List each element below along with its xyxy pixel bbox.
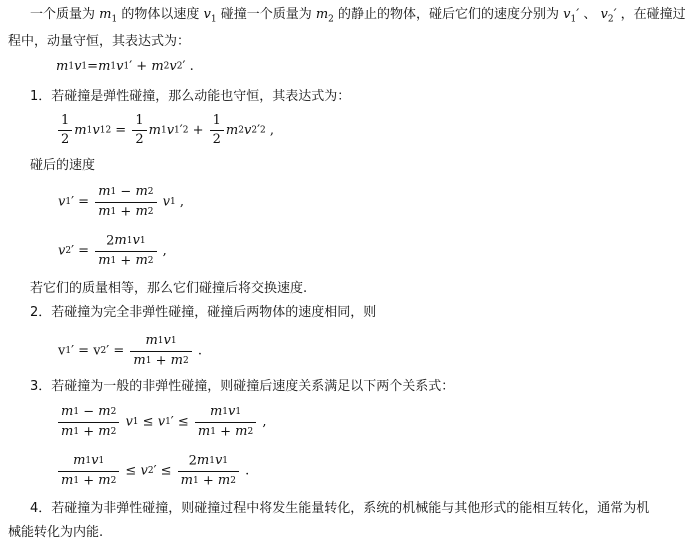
- v2-prime-equation: v2′ = $\frac{2m1v1}{m1 + m2}$ ,: [58, 233, 167, 268]
- intro-line-1: [30, 6, 686, 24]
- item-1-text: 1．若碰撞是弹性碰撞，那么动能也守恒，其表达式为：: [30, 89, 351, 104]
- intro-text-6: ，在碰撞过: [616, 7, 686, 22]
- perfectly-inelastic-equation: v1′ = v2′ = $\frac{m1v1}{m1 + m2}$ .: [58, 333, 202, 368]
- momentum-equation: m1v1=m1v1′ + m2v2′ .: [56, 59, 194, 74]
- intro-text-4: 的静止的物体，碰后它们的速度分别为: [333, 7, 564, 22]
- intro-line-2: 程中，动量守恒，其表达式为：: [8, 34, 191, 49]
- inequality-v2-prime: $\frac{m1v1}{m1 + m2}$ ≤ v2′ ≤ $\frac{2m1v1}{m1 + m2}$ .: [56, 452, 249, 490]
- intro-text-5: 、: [579, 7, 601, 22]
- v1-prime-equation: v1′ = $\frac{m1 - m2}{m1 + m2}$ v1 ,: [58, 184, 184, 219]
- intro-text-1: 一个质量为: [30, 7, 100, 22]
- item-4-text-line-2: 械能转化为内能.: [8, 525, 104, 540]
- after-speed-label: 碰后的速度: [30, 158, 96, 173]
- v2-prime-symbol: $v_2'$: [600, 7, 617, 25]
- item-4-text-line-1: 4．若碰撞为非弹性碰撞，则碰撞过程中将发生能量转化，系统的机械能与其他形式的能相互转化，通常为机: [30, 501, 650, 516]
- m1-symbol: $m_1$: [99, 7, 118, 25]
- m2-symbol: $m_2$: [315, 7, 334, 25]
- swap-sentence: 若它们的质量相等，那么它们碰撞后将交换速度.: [30, 281, 308, 296]
- v1-prime-symbol: $v_1'$: [563, 7, 580, 25]
- v1-symbol: $v_1$: [203, 7, 217, 25]
- item-2-text: 2．若碰撞为完全非弹性碰撞，碰撞后两物体的速度相同，则: [30, 305, 377, 320]
- kinetic-energy-equation: $\frac{1}{2}$ m1v12 = $\frac{1}{2}$ m1v1′2 + $\frac{1}{2}$ m2v2′2 ,: [56, 112, 274, 149]
- item-3-text: 3．若碰撞为一般的非弹性碰撞，则碰撞后速度关系满足以下两个关系式：: [30, 379, 455, 394]
- intro-text-2: 的物体以速度: [117, 7, 204, 22]
- inequality-v1-prime: $\frac{m1 - m2}{m1 + m2}$ v1 ≤ v1′ ≤ $\frac{m1v1}{m1 + m2}$ ,: [56, 403, 266, 441]
- intro-text-3: 碰撞一个质量为: [216, 7, 316, 22]
